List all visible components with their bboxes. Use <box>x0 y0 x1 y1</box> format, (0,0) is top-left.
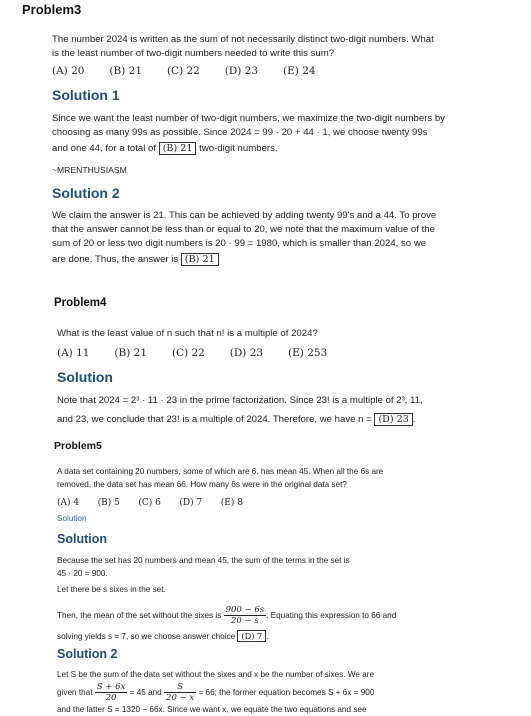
solution-line <box>57 682 522 704</box>
solution-line <box>57 413 522 427</box>
choice: (A) 20 <box>52 65 85 77</box>
solution-line: 45 · 20 = 900. <box>57 568 108 578</box>
solution-text: . <box>412 414 416 425</box>
boxed-answer: (B) 21 <box>181 253 219 266</box>
choice: (A) 11 <box>57 347 90 359</box>
solution-text: two-digit numbers. <box>199 143 278 154</box>
problem4-question: What is the least value of n such that n! is a multiple of 2024? <box>57 328 318 339</box>
problem5-solution-heading: Solution <box>57 532 107 546</box>
problem3-title: Problem3 <box>22 2 82 17</box>
solution-line <box>57 630 517 644</box>
solution-line <box>52 142 517 156</box>
problem3-solution1-heading: Solution 1 <box>52 87 120 103</box>
fraction-numerator: S <box>164 682 196 693</box>
solution-line: Let S be the sum of the data set without the sixes and x be the number of sixes. We are <box>57 670 375 679</box>
problem3-solution2-text <box>52 209 517 267</box>
solution-text: . Equating this expression to 66 and <box>266 610 397 620</box>
solution-text: and one 44, for a total of <box>52 143 157 154</box>
fraction-denominator: 20 <box>105 692 117 703</box>
choice: (B) 21 <box>109 65 143 77</box>
solution-line: and the latter S = 1320 − 66x. Since we want x, we equate the two equations and see <box>57 704 367 714</box>
fraction <box>224 605 267 626</box>
problem3-author: ~MRENTHUSIASM <box>52 165 127 175</box>
solution-line: choosing as many 99s as possible. Since 2024 = 99 · 20 + 44 · 1, we choose twenty 99s <box>52 127 428 138</box>
problem3-solution2-heading: Solution 2 <box>52 185 120 201</box>
solution-line: Note that 2024 = 2³ · 11 · 23 in the prime factorization. Since 23! is a multiple of 2³, 11, <box>57 395 423 406</box>
choice: (D) 23 <box>224 65 259 77</box>
choice: (B) 5 <box>97 498 120 508</box>
question-line: removed, the data set has mean 66. How many 6s were in the original data set? <box>57 479 347 489</box>
solution-line: Because the set has 20 numbers and mean 45, the sum of the terms in the set is <box>57 556 350 565</box>
problem5-question <box>57 466 512 491</box>
fraction-denominator: 20 − x <box>166 692 195 703</box>
fraction-numerator: S + 6x <box>96 681 126 692</box>
boxed-answer: (D) 7 <box>237 630 266 642</box>
choice: (E) 253 <box>288 347 328 359</box>
solution-link[interactable]: Solution <box>57 514 87 523</box>
solution-text: given that <box>57 687 93 697</box>
problem4-title: Problem4 <box>54 297 107 309</box>
problem5-solution2-text <box>57 669 522 716</box>
solution-text: . <box>266 631 269 641</box>
fraction <box>164 682 196 703</box>
problem5-solution2-heading: Solution 2 <box>57 647 118 661</box>
choice: (C) 6 <box>138 498 161 508</box>
solution-line: Since we want the least number of two-digit numbers, we maximize the two-digit numbers by <box>52 113 445 124</box>
solution-text: = 66; the former equation becomes S + 6x = 900 <box>198 687 375 697</box>
problem5-solution-text <box>57 555 517 643</box>
problem3-choices <box>52 64 338 78</box>
choice: (D) 7 <box>179 498 203 508</box>
solution-line: We claim the answer is 21. This can be achieved by adding twenty 99's and a 44. To prove <box>52 210 437 221</box>
solution-text: solving yields s = 7, so we choose answer choice <box>57 631 236 641</box>
solution-text: and 23, we conclude that 23! is a multiple of 2024. Therefore, we have n = <box>57 414 372 425</box>
fraction-denominator: 20 − s <box>230 615 259 626</box>
solution-line <box>57 603 517 629</box>
choice: (C) 22 <box>166 65 200 77</box>
solution-line: that the answer cannot be less than or equal to 20, we note that the maximum value of the <box>52 224 435 235</box>
solution-line <box>52 253 517 267</box>
choice: (C) 22 <box>171 347 205 359</box>
fraction <box>95 682 128 703</box>
question-line: is the least number of two-digit numbers needed to write this sum? <box>52 48 335 59</box>
problem4-solution-heading: Solution <box>57 369 113 385</box>
choice: (A) 4 <box>57 498 80 508</box>
choice: (E) 24 <box>283 65 316 77</box>
question-line: A data set containing 20 numbers, some of which are 6, has mean 45. When all the 6s are <box>57 467 384 476</box>
fraction-numerator: 900 − 6s <box>225 604 265 615</box>
choice: (B) 21 <box>114 347 148 359</box>
problem4-choices <box>57 346 349 360</box>
boxed-answer: (B) 21 <box>159 142 197 155</box>
boxed-answer: (D) 23 <box>374 413 412 426</box>
problem5-title: Problem5 <box>54 440 102 452</box>
solution-text: = 45 and <box>129 687 162 697</box>
solution-text: are done. Thus, the answer is <box>52 254 179 265</box>
solution-line: Let there be s sixes in the set. <box>57 585 166 594</box>
question-line: The number 2024 is written as the sum of not necessarily distinct two-digit numbers. What <box>52 34 434 45</box>
choice: (E) 8 <box>220 498 243 508</box>
choice: (D) 23 <box>229 347 264 359</box>
problem4-solution-text <box>57 394 522 427</box>
solution-text: Then, the mean of the set without the sixes is <box>57 610 222 620</box>
problem3-question <box>52 33 512 61</box>
problem3-solution1-text <box>52 112 517 156</box>
problem5-choices <box>57 495 259 510</box>
solution-line: sum of 20 or less two digit numbers is 20 · 99 = 1980, which is smaller than 2024, so we <box>52 238 427 249</box>
